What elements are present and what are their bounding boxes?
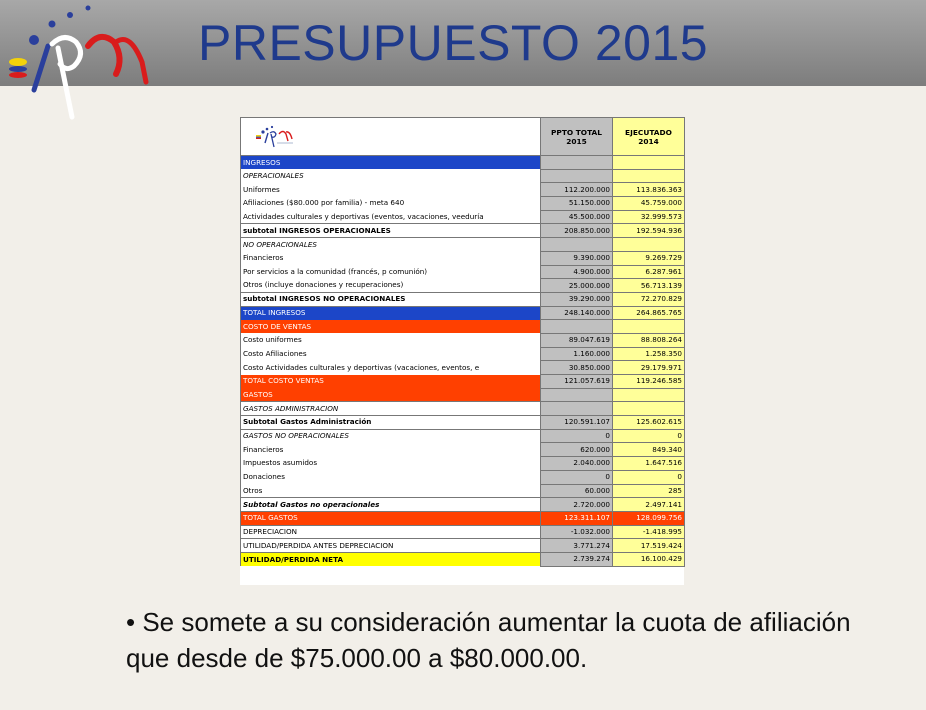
row-label: Financieros [241,443,541,457]
ejecutado-value [613,402,685,416]
ppto-value: -1.032.000 [541,525,613,539]
table-row [241,416,685,430]
ejecutado-value [613,169,685,183]
row-label: Financieros [241,251,541,265]
table-row [241,470,685,484]
ejecutado-value: 849.340 [613,443,685,457]
ejecutado-value: 285 [613,484,685,498]
ppto-value: 3.771.274 [541,539,613,553]
row-label: TOTAL GASTOS [241,511,541,525]
table-row [241,333,685,347]
row-label: Subtotal Gastos no operacionales [241,498,541,512]
table-row [241,484,685,498]
row-label: DEPRECIACION [241,525,541,539]
table-row [241,183,685,197]
table-row [241,511,685,525]
budget-spreadsheet [240,117,684,585]
ejecutado-value: 16.100.429 [613,552,685,566]
table-row [241,402,685,416]
row-label: TOTAL COSTO VENTAS [241,375,541,389]
table-row [241,251,685,265]
ppto-value [541,320,613,334]
ppto-value: 51.150.000 [541,197,613,211]
ppto-value [541,402,613,416]
ejecutado-value: 6.287.961 [613,265,685,279]
ejecutado-value: 32.999.573 [613,210,685,224]
row-label: subtotal INGRESOS OPERACIONALES [241,224,541,238]
table-row [241,457,685,471]
row-label: GASTOS NO OPERACIONALES [241,429,541,443]
ejecutado-value: 56.713.139 [613,279,685,293]
row-label: TOTAL INGRESOS [241,306,541,320]
ejecutado-value: -1.418.995 [613,525,685,539]
ejecutado-value: 125.602.615 [613,416,685,430]
ppto-value: 45.500.000 [541,210,613,224]
row-label: Donaciones [241,470,541,484]
ppto-value: 123.311.107 [541,511,613,525]
row-label: Impuestos asumidos [241,457,541,471]
ppto-value: 1.160.000 [541,347,613,361]
ejecutado-value: 72.270.829 [613,292,685,306]
table-header-row [241,118,685,156]
inpa-logo-icon [4,2,154,120]
ejecutado-value [613,320,685,334]
table-row [241,525,685,539]
ejecutado-value: 2.497.141 [613,498,685,512]
ejecutado-value: 128.099.756 [613,511,685,525]
ppto-value: 248.140.000 [541,306,613,320]
ejecutado-value: 113.836.363 [613,183,685,197]
table-row [241,375,685,389]
ppto-value: 4.900.000 [541,265,613,279]
table-row [241,498,685,512]
table-row [241,429,685,443]
ppto-value: 120.591.107 [541,416,613,430]
ppto-value [541,156,613,170]
ejecutado-value: 17.519.424 [613,539,685,553]
row-label: Costo Actividades culturales y deportivas (vacaciones, eventos, e [241,361,541,375]
table-row [241,156,685,170]
table-row [241,388,685,402]
ppto-value: 39.290.000 [541,292,613,306]
ejecutado-value: 0 [613,429,685,443]
ppto-value: 89.047.619 [541,333,613,347]
row-label: COSTO DE VENTAS [241,320,541,334]
row-label: Otros [241,484,541,498]
ejecutado-value: 29.179.971 [613,361,685,375]
row-label: UTILIDAD/PERDIDA ANTES DEPRECIACION [241,539,541,553]
table-row [241,169,685,183]
bullet-text [126,604,886,676]
table-row [241,279,685,293]
ppto-value: 2.720.000 [541,498,613,512]
ppto-value [541,169,613,183]
row-label: GASTOS ADMINISTRACION [241,402,541,416]
bullet-marker: • [126,607,136,637]
column-header-ppto: PPTO TOTAL 2015 [541,118,613,156]
ejecutado-value: 1.647.516 [613,457,685,471]
ppto-value [541,238,613,252]
table-row [241,361,685,375]
page-title: PRESUPUESTO 2015 [198,15,709,71]
column-header-ejecutado: EJECUTADO 2014 [613,118,685,156]
ppto-value: 121.057.619 [541,375,613,389]
ejecutado-value: 0 [613,470,685,484]
ejecutado-value [613,388,685,402]
row-label: Uniformes [241,183,541,197]
table-row [241,347,685,361]
row-label: UTILIDAD/PERDIDA NETA [241,552,541,566]
inpa-small-logo-icon [255,123,295,149]
table-row [241,306,685,320]
row-label: GASTOS [241,388,541,402]
row-label: INGRESOS [241,156,541,170]
row-label: OPERACIONALES [241,169,541,183]
row-label: Afiliaciones ($80.000 por familia) - meta 640 [241,197,541,211]
table-row [241,224,685,238]
budget-table [240,117,685,567]
ppto-value: 0 [541,470,613,484]
table-row [241,320,685,334]
ejecutado-value: 45.759.000 [613,197,685,211]
table-row [241,265,685,279]
table-row [241,292,685,306]
table-row [241,210,685,224]
row-label: Otros (incluye donaciones y recuperaciones) [241,279,541,293]
row-label: Costo Afiliaciones [241,347,541,361]
ppto-value: 112.200.000 [541,183,613,197]
row-label: Por servicios a la comunidad (francés, p comunión) [241,265,541,279]
row-label: Actividades culturales y deportivas (eventos, vacaciones, veeduría [241,210,541,224]
ejecutado-value: 119.246.585 [613,375,685,389]
ejecutado-value: 9.269.729 [613,251,685,265]
ppto-value: 25.000.000 [541,279,613,293]
ppto-value: 208.850.000 [541,224,613,238]
table-row [241,539,685,553]
ejecutado-value: 1.258.350 [613,347,685,361]
ejecutado-value: 88.808.264 [613,333,685,347]
row-label: NO OPERACIONALES [241,238,541,252]
ppto-value: 60.000 [541,484,613,498]
row-label: subtotal INGRESOS NO OPERACIONALES [241,292,541,306]
ppto-value: 9.390.000 [541,251,613,265]
ejecutado-value: 264.865.765 [613,306,685,320]
ejecutado-value [613,238,685,252]
row-label: Costo uniformes [241,333,541,347]
row-label: Subtotal Gastos Administración [241,416,541,430]
ppto-value: 2.739.274 [541,552,613,566]
ppto-value: 2.040.000 [541,457,613,471]
table-row [241,197,685,211]
ppto-value: 30.850.000 [541,361,613,375]
ejecutado-value [613,156,685,170]
bullet-body: Se somete a su consideración aumentar la cuota de afiliación que desde de $75.000.00 a $80.000.00. [126,607,851,673]
ppto-value: 0 [541,429,613,443]
table-row [241,238,685,252]
table-row [241,552,685,566]
ejecutado-value: 192.594.936 [613,224,685,238]
ppto-value [541,388,613,402]
table-row [241,443,685,457]
ppto-value: 620.000 [541,443,613,457]
